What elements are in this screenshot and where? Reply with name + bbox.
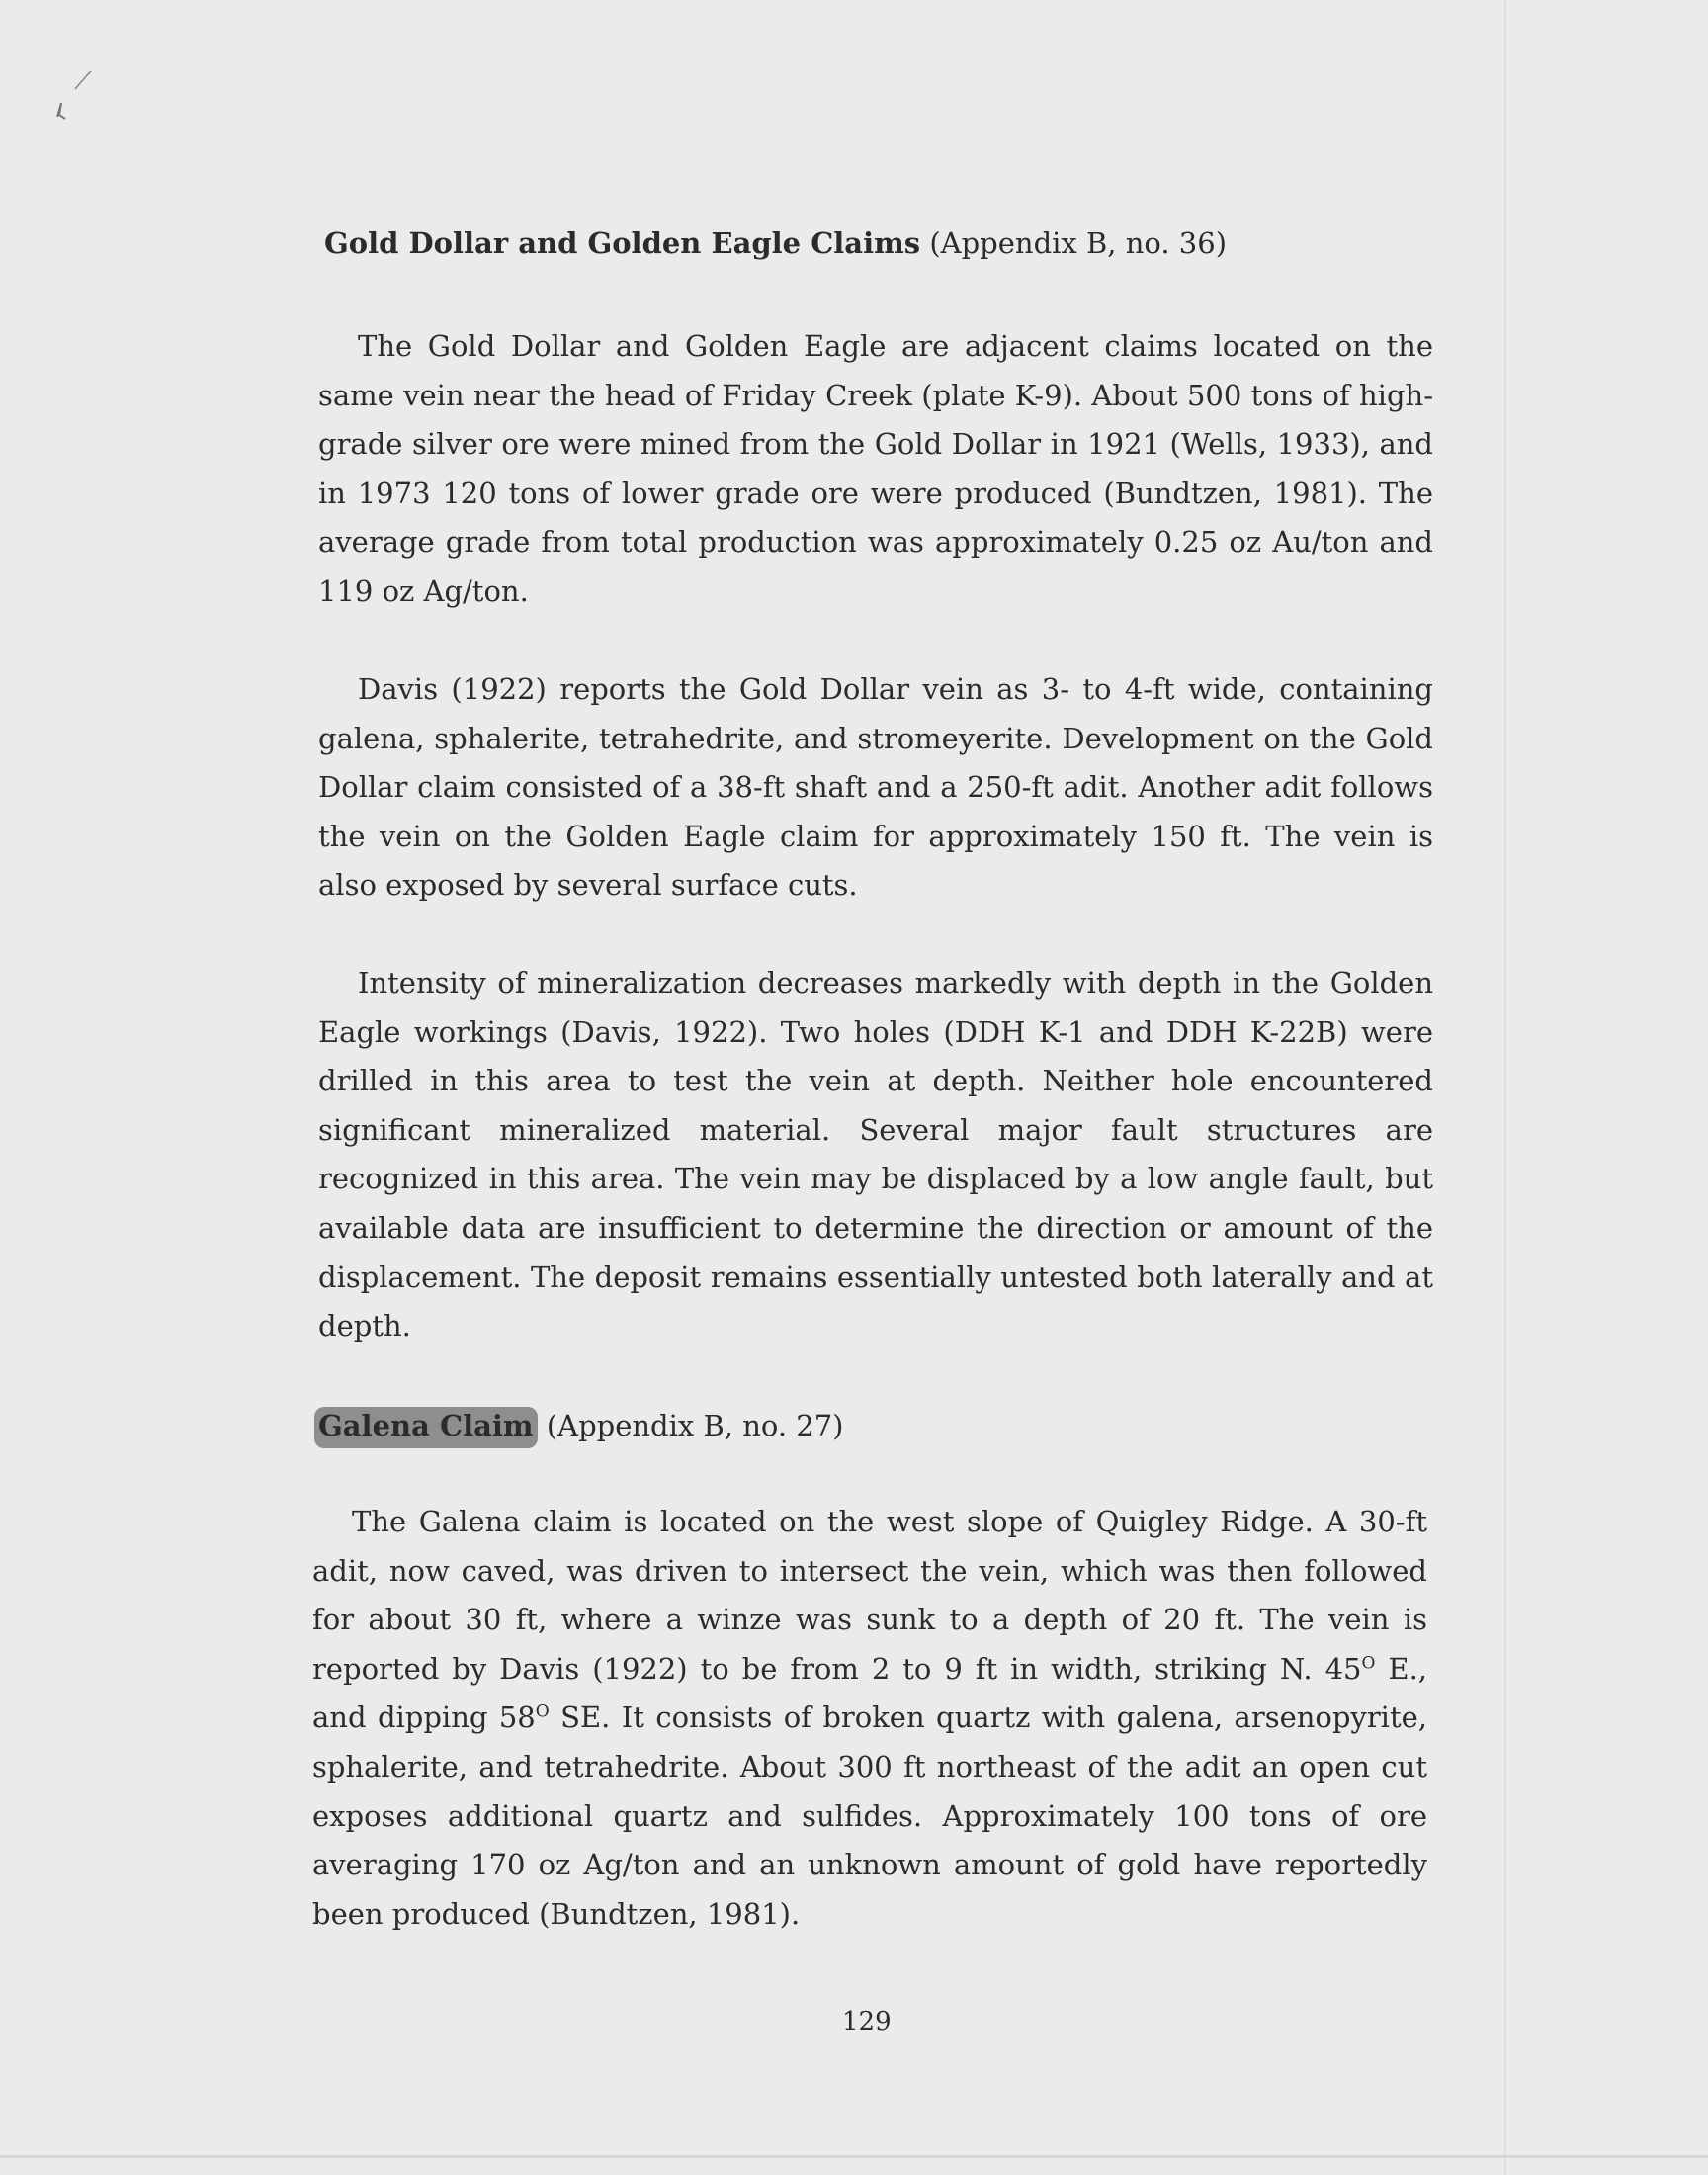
- paragraph-text: SE. It consists of broken quartz with galena, arsenopyrite, sphalerite, and tetrahedrite. About 300 ft northeast of the adit an open cut exposes additional quartz and sulfides. Approximately 100 tons of ore averaging 170 oz Ag/ton and an unknown amount of gold have reportedly been produced (Bundtzen, 1981).: [312, 1700, 1427, 1931]
- section-title: Gold Dollar and Golden Eagle Claims: [324, 226, 921, 260]
- paragraph-text: E., and dipping 58: [312, 1651, 1428, 1735]
- section-title-highlighted: Galena Claim: [314, 1407, 538, 1448]
- paragraph: Intensity of mineralization decreases markedly with depth in the Golden Eagle workings (Davis, 1922). Two holes (DDH K-1 and DDH K-22B) were drilled in this area to test the vein at depth. Neither hole encountered significant mineralized material. Several major fault structures are recognized in this area. The vein may be displaced by a low angle fault, but available data are insufficient to determine the direction or amount of the displacement. The deposit remains essentially untested both laterally and at depth.: [318, 966, 1433, 1344]
- scan-smudge-mark: [47, 59, 107, 129]
- scan-bottom-line: [0, 2155, 1708, 2158]
- paragraph: The Gold Dollar and Golden Eagle are adjacent claims located on the same vein near the head of Friday Creek (plate K-9). About 500 tons of high-grade silver ore were mined from the Gold Dollar in 1921 (Wells, 1933), and in 1973 120 tons of lower grade ore were produced (Bundtzen, 1981). The average grade from total production was approximately 0.25 oz Au/ton and 119 oz Ag/ton.: [318, 329, 1433, 608]
- section-heading-galena: [314, 1406, 843, 1445]
- section-reference: (Appendix B, no. 27): [546, 1409, 844, 1442]
- page-number: 129: [842, 2007, 892, 2037]
- section-heading-gold-dollar: [324, 223, 1227, 263]
- degree-symbol: O: [535, 1701, 550, 1722]
- degree-symbol: O: [1361, 1653, 1376, 1674]
- section-reference: (Appendix B, no. 36): [929, 226, 1228, 260]
- paragraph-text: The Galena claim is located on the west slope of Quigley Ridge. A 30-ft adit, now caved, was driven to intersect the vein, which was then followed for about 30 ft, where a winze was sunk to a depth of 20 ft. The vein is reported by Davis (1922) to be from 2 to 9 ft in width, striking N. 45: [312, 1505, 1427, 1686]
- scan-edge-line: [1504, 0, 1506, 2175]
- paragraph: Davis (1922) reports the Gold Dollar vein as 3- to 4-ft wide, containing galena, sphalerite, tetrahedrite, and stromeyerite. Development on the Gold Dollar claim consisted of a 38-ft shaft and a 250-ft adit. Another adit follows the vein on the Golden Eagle claim for approximately 150 ft. The vein is also exposed by several surface cuts.: [318, 672, 1433, 903]
- paragraph: [312, 1498, 1427, 1939]
